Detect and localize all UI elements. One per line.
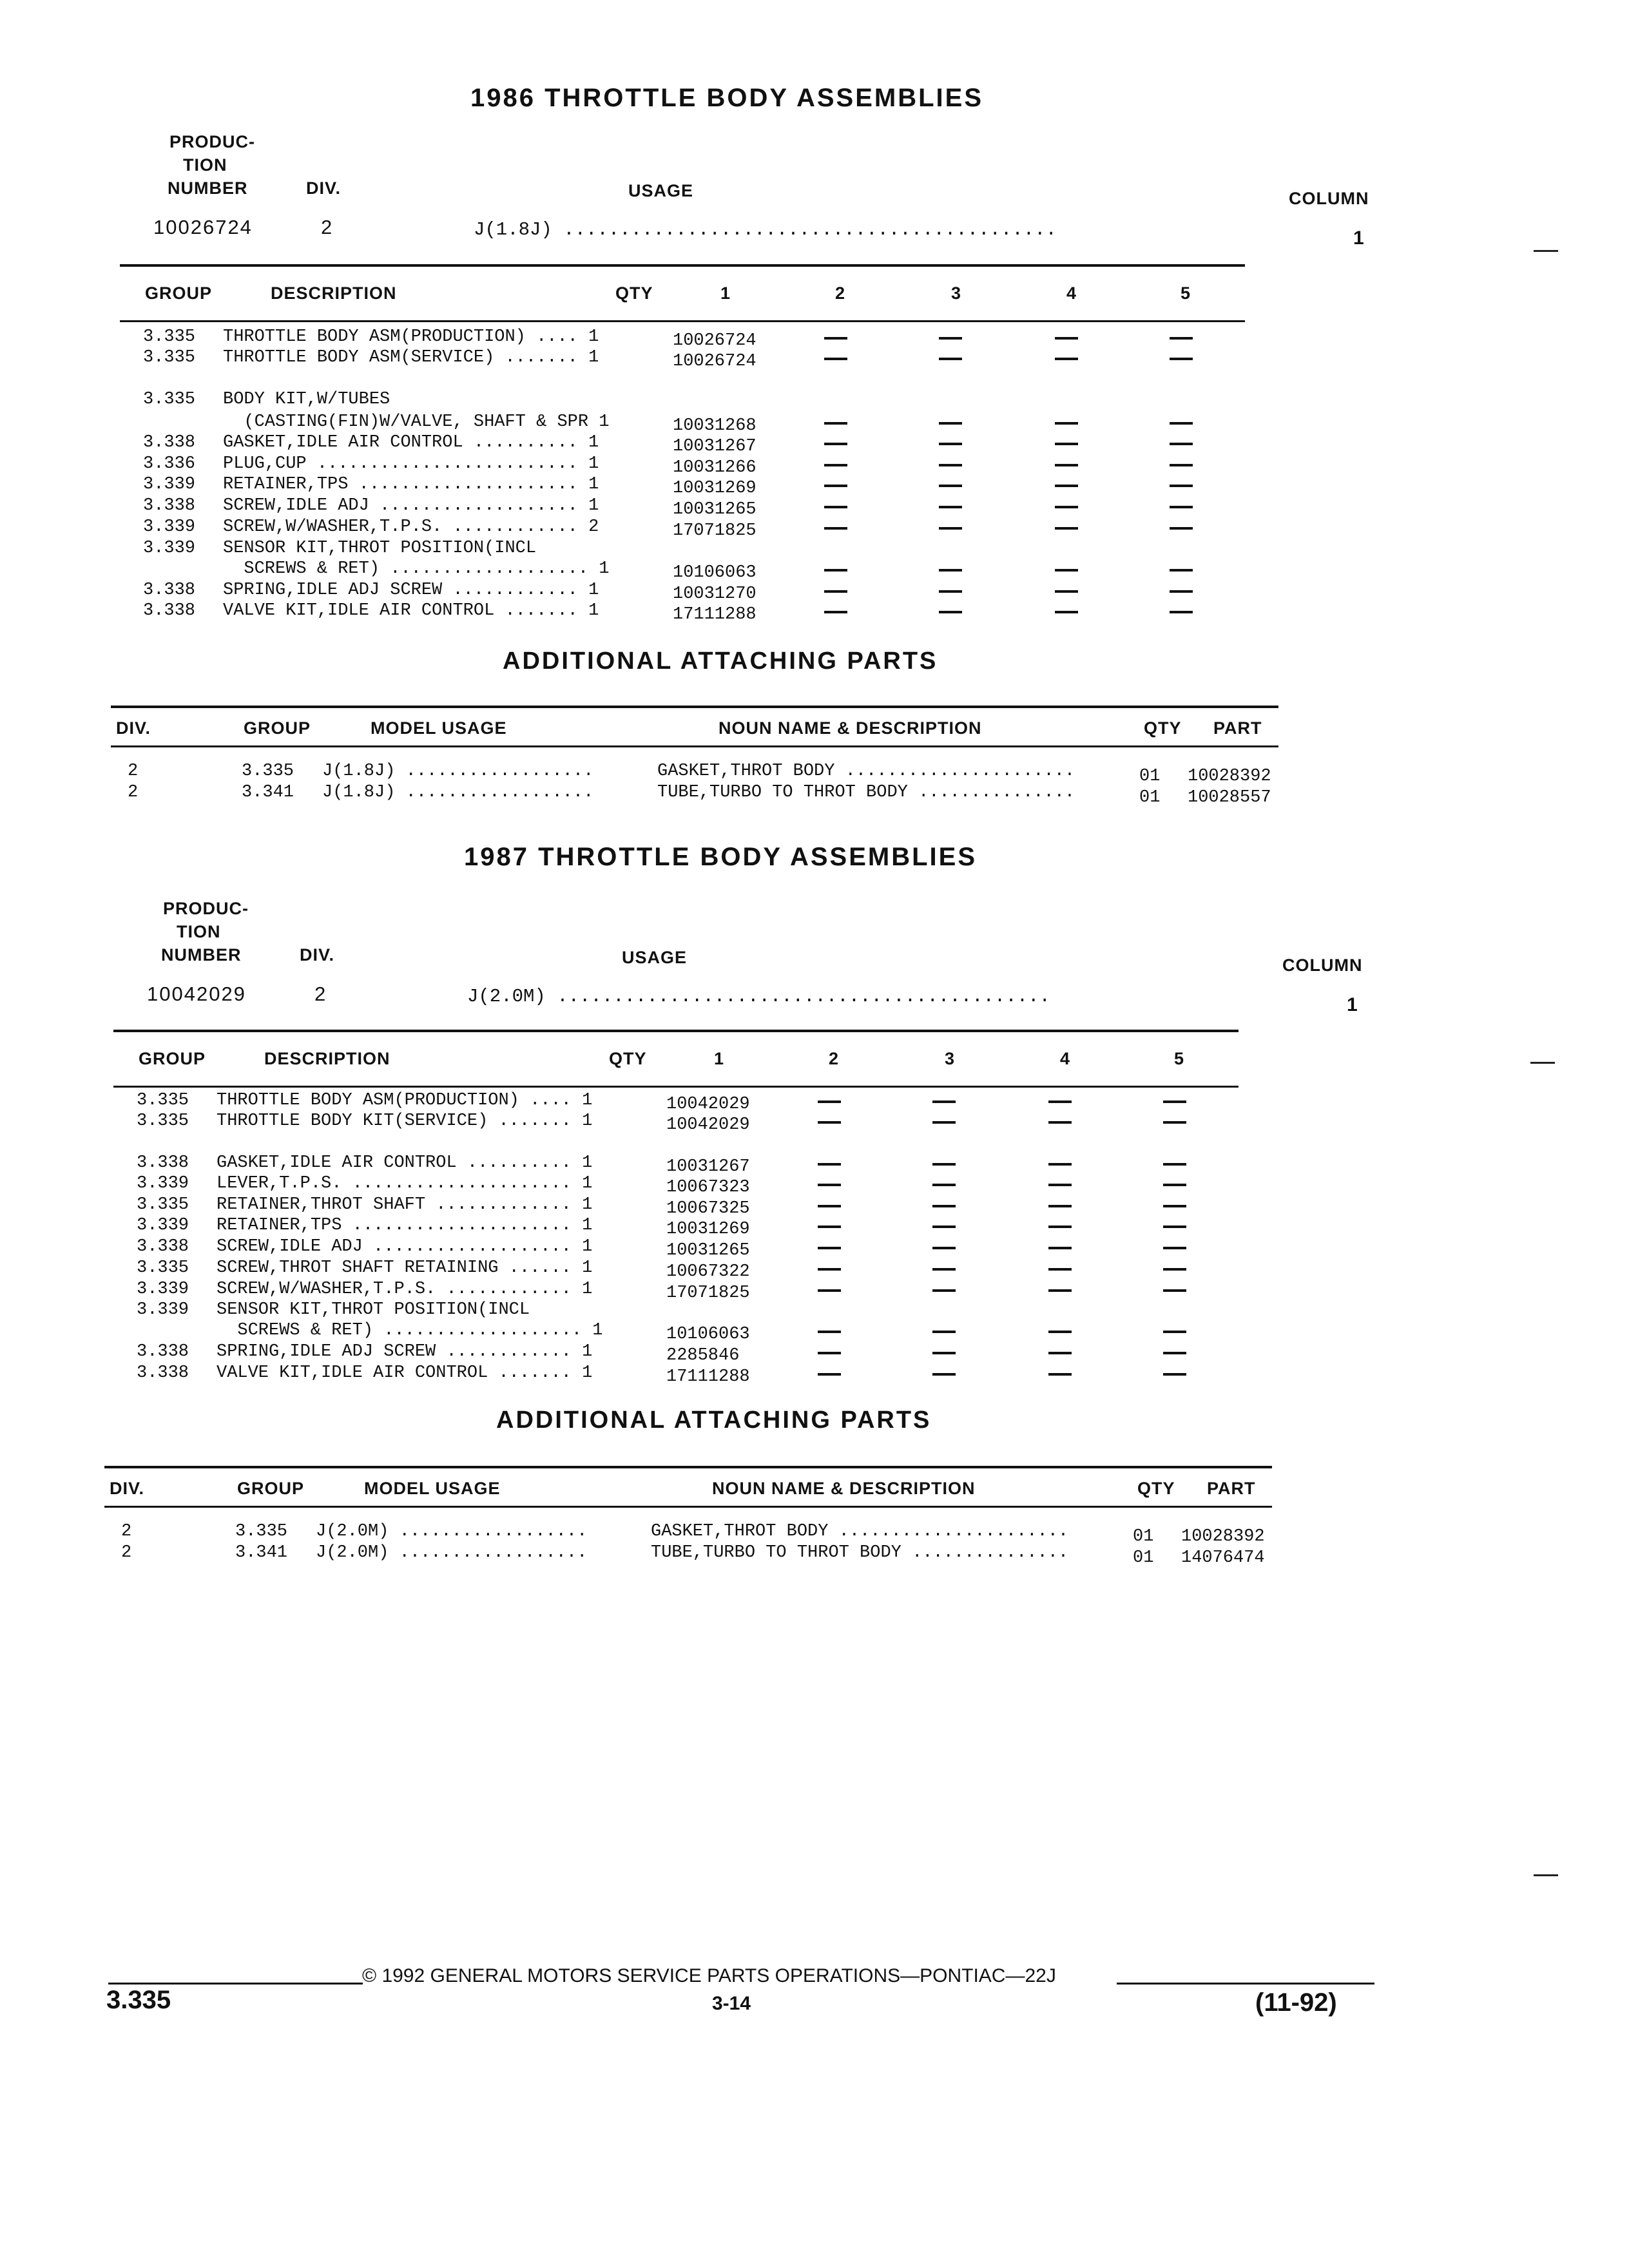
margin-mark xyxy=(1530,1062,1555,1064)
row-group: 3.339 xyxy=(137,1300,189,1320)
table-header: 5 xyxy=(1181,284,1191,303)
additional-attaching-title: ADDITIONAL ATTACHING PARTS xyxy=(503,648,938,675)
table-header: GROUP xyxy=(139,1049,206,1068)
column-dash xyxy=(1055,506,1078,508)
row-part-number: 17071825 xyxy=(673,521,757,541)
attach-header: DIV. xyxy=(110,1479,145,1498)
row-part-number: 10026724 xyxy=(673,352,757,371)
column-dash xyxy=(1048,1100,1072,1103)
row-part-number: 10031269 xyxy=(666,1220,750,1239)
row-description: SPRING,IDLE ADJ SCREW ............ 1 xyxy=(217,1342,593,1361)
column-dash xyxy=(1170,443,1193,445)
column-dash xyxy=(1048,1352,1072,1354)
column-dash xyxy=(1170,506,1193,508)
row-part-number: 10042029 xyxy=(666,1115,750,1135)
attach-header-rule xyxy=(104,1506,1272,1508)
attach-div: 2 xyxy=(121,1543,132,1562)
column-label: COLUMN xyxy=(1289,189,1369,208)
row-group: 3.339 xyxy=(143,475,196,494)
attach-header: QTY xyxy=(1137,1479,1175,1498)
row-part-number: 10031265 xyxy=(666,1241,750,1260)
attach-part-number: 10028392 xyxy=(1181,1527,1265,1546)
attach-header: GROUP xyxy=(237,1479,305,1498)
attach-qty: 01 xyxy=(1139,767,1161,786)
row-description: SCREW,IDLE ADJ ................... 1 xyxy=(217,1237,593,1256)
row-group: 3.339 xyxy=(137,1280,189,1299)
column-dash xyxy=(1163,1373,1186,1376)
row-description: RETAINER,TPS ..................... 1 xyxy=(217,1216,593,1235)
column-dash xyxy=(932,1205,956,1207)
row-part-number: 17111288 xyxy=(673,605,757,624)
column-dash xyxy=(939,443,962,445)
column-dash xyxy=(1055,443,1078,445)
column-dash xyxy=(1055,611,1078,613)
row-part-number: 10106063 xyxy=(666,1325,750,1344)
row-group: 3.338 xyxy=(137,1363,189,1383)
production-label: TION xyxy=(177,922,221,941)
column-dash xyxy=(818,1100,841,1103)
footer-copyright: © 1992 GENERAL MOTORS SERVICE PARTS OPERATIONS—PONTIAC—22J xyxy=(362,1965,1056,1986)
column-label: COLUMN xyxy=(1282,956,1363,975)
column-dash xyxy=(1170,590,1193,593)
row-description: SCREWS & RET) ................... 1 xyxy=(217,1321,603,1340)
column-dash xyxy=(932,1121,956,1124)
section-rule xyxy=(113,1030,1239,1032)
column-dash xyxy=(1048,1121,1072,1124)
row-group: 3.338 xyxy=(143,433,196,452)
row-group: 3.335 xyxy=(143,327,196,347)
column-dash xyxy=(932,1163,956,1166)
production-number: 10042029 xyxy=(147,983,246,1005)
column-dash xyxy=(1170,485,1193,487)
column-dash xyxy=(818,1163,841,1166)
row-description: LEVER,T.P.S. ..................... 1 xyxy=(217,1174,593,1193)
attach-header: GROUP xyxy=(244,718,311,738)
attach-qty: 01 xyxy=(1139,788,1161,807)
row-group: 3.335 xyxy=(137,1258,189,1278)
row-description: BODY KIT,W/TUBES xyxy=(223,390,390,409)
row-description: THROTTLE BODY KIT(SERVICE) ....... 1 xyxy=(217,1111,593,1131)
table-header: 3 xyxy=(951,284,962,303)
attach-header: NOUN NAME & DESCRIPTION xyxy=(718,718,982,738)
column-dash xyxy=(824,611,847,613)
row-description: GASKET,IDLE AIR CONTROL .......... 1 xyxy=(223,433,599,452)
row-description: SCREW,W/WASHER,T.P.S. ............ 2 xyxy=(223,517,599,537)
row-part-number: 2285846 xyxy=(666,1346,740,1365)
production-column: 1 xyxy=(1347,994,1358,1015)
attach-model-usage: J(2.0M) .................. xyxy=(316,1543,588,1562)
attach-model-usage: J(2.0M) .................. xyxy=(316,1522,588,1541)
column-dash xyxy=(818,1121,841,1124)
row-group: 3.338 xyxy=(137,1237,189,1256)
column-dash xyxy=(824,337,847,340)
column-dash xyxy=(1048,1247,1072,1249)
production-usage: J(1.8J) ............................................ xyxy=(474,219,1057,240)
production-usage: J(2.0M) ............................................ xyxy=(467,986,1050,1007)
attach-div: 2 xyxy=(128,762,139,781)
attach-part-number: 10028557 xyxy=(1188,788,1271,807)
row-description: SCREW,W/WASHER,T.P.S. ............ 1 xyxy=(217,1280,593,1299)
row-description: VALVE KIT,IDLE AIR CONTROL ....... 1 xyxy=(223,601,599,620)
column-dash xyxy=(1170,358,1193,360)
column-dash xyxy=(1163,1331,1186,1333)
row-part-number: 10106063 xyxy=(673,563,757,582)
column-dash xyxy=(1170,569,1193,572)
row-part-number: 10031270 xyxy=(673,584,757,604)
margin-mark xyxy=(1534,250,1558,252)
attach-rule xyxy=(111,706,1278,708)
column-dash xyxy=(1163,1247,1186,1249)
row-description: THROTTLE BODY ASM(SERVICE) ....... 1 xyxy=(223,348,599,367)
column-dash xyxy=(939,611,962,613)
column-dash xyxy=(1163,1225,1186,1228)
row-group: 3.335 xyxy=(143,390,196,409)
production-label: PRODUC- xyxy=(169,132,255,151)
production-label: TION xyxy=(183,155,227,175)
column-dash xyxy=(932,1184,956,1186)
attach-header: PART xyxy=(1213,718,1262,738)
attach-group: 3.335 xyxy=(242,762,294,781)
section-title: 1987 THROTTLE BODY ASSEMBLIES xyxy=(464,843,978,871)
column-dash xyxy=(1055,485,1078,487)
section-rule xyxy=(120,264,1245,267)
attach-qty: 01 xyxy=(1133,1527,1154,1546)
attach-header: DIV. xyxy=(116,718,151,738)
column-dash xyxy=(1048,1184,1072,1186)
column-dash xyxy=(932,1331,956,1333)
column-dash xyxy=(824,485,847,487)
column-dash xyxy=(1055,358,1078,360)
production-label: NUMBER xyxy=(161,945,242,965)
footer-rule-left xyxy=(108,1983,363,1984)
table-header: DESCRIPTION xyxy=(271,284,397,303)
production-column: 1 xyxy=(1353,227,1364,249)
column-dash xyxy=(824,422,847,425)
column-dash xyxy=(818,1331,841,1333)
row-part-number: 10031266 xyxy=(673,458,757,477)
column-dash xyxy=(1163,1184,1186,1186)
column-dash xyxy=(1170,527,1193,530)
row-description: SPRING,IDLE ADJ SCREW ............ 1 xyxy=(223,581,599,600)
attach-part-number: 10028392 xyxy=(1188,767,1271,786)
column-dash xyxy=(1170,611,1193,613)
table-header-rule xyxy=(113,1086,1239,1088)
column-dash xyxy=(932,1289,956,1292)
footer-rule-right xyxy=(1117,1983,1374,1984)
column-dash xyxy=(1055,337,1078,340)
table-header: 4 xyxy=(1060,1049,1071,1068)
additional-attaching-title: ADDITIONAL ATTACHING PARTS xyxy=(496,1407,932,1434)
row-group: 3.338 xyxy=(143,601,196,620)
attach-qty: 01 xyxy=(1133,1548,1154,1568)
column-dash xyxy=(1163,1268,1186,1271)
column-dash xyxy=(818,1247,841,1249)
attach-noun-description: TUBE,TURBO TO THROT BODY ............... xyxy=(651,1543,1069,1562)
column-dash xyxy=(1048,1163,1072,1166)
column-dash xyxy=(939,590,962,593)
attach-model-usage: J(1.8J) .................. xyxy=(322,783,594,802)
table-header: 2 xyxy=(829,1049,840,1068)
row-group: 3.339 xyxy=(137,1216,189,1235)
attach-rule xyxy=(104,1466,1272,1468)
row-part-number: 17111288 xyxy=(666,1367,750,1387)
column-dash xyxy=(824,464,847,466)
column-dash xyxy=(1048,1268,1072,1271)
table-header: GROUP xyxy=(145,284,213,303)
column-dash xyxy=(818,1205,841,1207)
row-group: 3.336 xyxy=(143,454,196,474)
row-group: 3.335 xyxy=(137,1091,189,1110)
row-part-number: 10031267 xyxy=(673,437,757,456)
column-dash xyxy=(1163,1121,1186,1124)
table-header-rule xyxy=(120,320,1245,322)
column-dash xyxy=(939,485,962,487)
row-group: 3.335 xyxy=(137,1111,189,1131)
row-group: 3.335 xyxy=(143,348,196,367)
column-dash xyxy=(1048,1289,1072,1292)
row-description: SCREW,THROT SHAFT RETAINING ...... 1 xyxy=(217,1258,593,1278)
row-description: THROTTLE BODY ASM(PRODUCTION) .... 1 xyxy=(223,327,599,347)
column-dash xyxy=(932,1373,956,1376)
production-label: NUMBER xyxy=(168,178,248,198)
column-dash xyxy=(1048,1205,1072,1207)
column-dash xyxy=(939,569,962,572)
column-dash xyxy=(1055,422,1078,425)
column-dash xyxy=(818,1289,841,1292)
footer-group-number: 3.335 xyxy=(106,1986,171,2014)
row-part-number: 10042029 xyxy=(666,1095,750,1114)
row-part-number: 10067323 xyxy=(666,1178,750,1197)
column-dash xyxy=(1055,527,1078,530)
table-header: DESCRIPTION xyxy=(264,1049,390,1068)
row-part-number: 10067325 xyxy=(666,1199,750,1218)
table-header: 4 xyxy=(1066,284,1077,303)
attach-noun-description: GASKET,THROT BODY ...................... xyxy=(657,762,1075,781)
row-group: 3.338 xyxy=(137,1342,189,1361)
column-dash xyxy=(1055,590,1078,593)
table-header: 1 xyxy=(720,284,731,303)
row-description: GASKET,IDLE AIR CONTROL .......... 1 xyxy=(217,1153,593,1173)
column-dash xyxy=(824,443,847,445)
div-label: DIV. xyxy=(306,178,342,198)
production-div: 2 xyxy=(314,983,326,1005)
attach-header: PART xyxy=(1207,1479,1256,1498)
row-group: 3.339 xyxy=(137,1174,189,1193)
row-description: RETAINER,TPS ..................... 1 xyxy=(223,475,599,494)
attach-div: 2 xyxy=(128,783,139,802)
attach-header: MODEL USAGE xyxy=(364,1479,501,1498)
production-label: PRODUC- xyxy=(163,899,249,918)
section-title: 1986 THROTTLE BODY ASSEMBLIES xyxy=(470,84,984,112)
column-dash xyxy=(824,569,847,572)
column-dash xyxy=(932,1268,956,1271)
usage-label: USAGE xyxy=(628,181,694,200)
column-dash xyxy=(1163,1352,1186,1354)
column-dash xyxy=(932,1100,956,1103)
column-dash xyxy=(939,422,962,425)
column-dash xyxy=(824,590,847,593)
production-div: 2 xyxy=(321,216,333,238)
row-group: 3.339 xyxy=(143,517,196,537)
usage-label: USAGE xyxy=(622,948,688,967)
footer-page-number: 3-14 xyxy=(712,1993,751,2014)
row-group: 3.339 xyxy=(143,539,196,558)
table-header: 2 xyxy=(835,284,846,303)
column-dash xyxy=(1055,464,1078,466)
column-dash xyxy=(1170,422,1193,425)
column-dash xyxy=(1170,464,1193,466)
table-header: 5 xyxy=(1174,1049,1185,1068)
column-dash xyxy=(818,1184,841,1186)
row-part-number: 10026724 xyxy=(673,331,757,351)
row-description: SCREWS & RET) ................... 1 xyxy=(223,559,610,579)
row-description: SENSOR KIT,THROT POSITION(INCL xyxy=(217,1300,530,1320)
column-dash xyxy=(818,1352,841,1354)
attach-group: 3.341 xyxy=(235,1543,288,1562)
row-part-number: 10031269 xyxy=(673,479,757,498)
row-part-number: 10031267 xyxy=(666,1157,750,1177)
row-part-number: 10031265 xyxy=(673,500,757,519)
row-description: SENSOR KIT,THROT POSITION(INCL xyxy=(223,539,537,558)
column-dash xyxy=(939,337,962,340)
attach-header-rule xyxy=(111,745,1278,747)
row-group: 3.338 xyxy=(137,1153,189,1173)
margin-mark xyxy=(1534,1874,1558,1876)
attach-div: 2 xyxy=(121,1522,132,1541)
column-dash xyxy=(939,506,962,508)
column-dash xyxy=(824,506,847,508)
column-dash xyxy=(1163,1289,1186,1292)
column-dash xyxy=(1163,1100,1186,1103)
row-description: RETAINER,THROT SHAFT ............. 1 xyxy=(217,1195,593,1215)
table-header: 1 xyxy=(714,1049,725,1068)
row-description: (CASTING(FIN)W/VALVE, SHAFT & SPR 1 xyxy=(223,412,610,432)
column-dash xyxy=(818,1268,841,1271)
column-dash xyxy=(939,527,962,530)
column-dash xyxy=(932,1352,956,1354)
column-dash xyxy=(824,527,847,530)
attach-noun-description: GASKET,THROT BODY ...................... xyxy=(651,1522,1069,1541)
row-part-number: 10067322 xyxy=(666,1262,750,1282)
row-group: 3.338 xyxy=(143,581,196,600)
attach-header: NOUN NAME & DESCRIPTION xyxy=(712,1479,976,1498)
row-group: 3.338 xyxy=(143,496,196,515)
column-dash xyxy=(1048,1225,1072,1228)
attach-model-usage: J(1.8J) .................. xyxy=(322,762,594,781)
attach-header: QTY xyxy=(1144,718,1182,738)
row-description: VALVE KIT,IDLE AIR CONTROL ....... 1 xyxy=(217,1363,593,1383)
row-part-number: 10031268 xyxy=(673,416,757,436)
attach-noun-description: TUBE,TURBO TO THROT BODY ............... xyxy=(657,783,1075,802)
row-description: THROTTLE BODY ASM(PRODUCTION) .... 1 xyxy=(217,1091,593,1110)
row-description: SCREW,IDLE ADJ ................... 1 xyxy=(223,496,599,515)
column-dash xyxy=(939,464,962,466)
div-label: DIV. xyxy=(300,945,335,965)
footer-date: (11-92) xyxy=(1255,1988,1337,2017)
column-dash xyxy=(939,358,962,360)
row-part-number: 17071825 xyxy=(666,1283,750,1303)
table-header: QTY xyxy=(615,284,653,303)
column-dash xyxy=(932,1225,956,1228)
column-dash xyxy=(1048,1373,1072,1376)
row-description: PLUG,CUP ......................... 1 xyxy=(223,454,599,474)
attach-group: 3.341 xyxy=(242,783,294,802)
production-number: 10026724 xyxy=(153,216,253,238)
column-dash xyxy=(1048,1331,1072,1333)
table-header: 3 xyxy=(945,1049,956,1068)
column-dash xyxy=(1163,1163,1186,1166)
column-dash xyxy=(1163,1205,1186,1207)
column-dash xyxy=(932,1247,956,1249)
column-dash xyxy=(824,358,847,360)
attach-header: MODEL USAGE xyxy=(371,718,507,738)
column-dash xyxy=(818,1225,841,1228)
column-dash xyxy=(818,1373,841,1376)
row-group: 3.335 xyxy=(137,1195,189,1215)
attach-group: 3.335 xyxy=(235,1522,288,1541)
column-dash xyxy=(1055,569,1078,572)
column-dash xyxy=(1170,337,1193,340)
attach-part-number: 14076474 xyxy=(1181,1548,1265,1568)
table-header: QTY xyxy=(609,1049,647,1068)
